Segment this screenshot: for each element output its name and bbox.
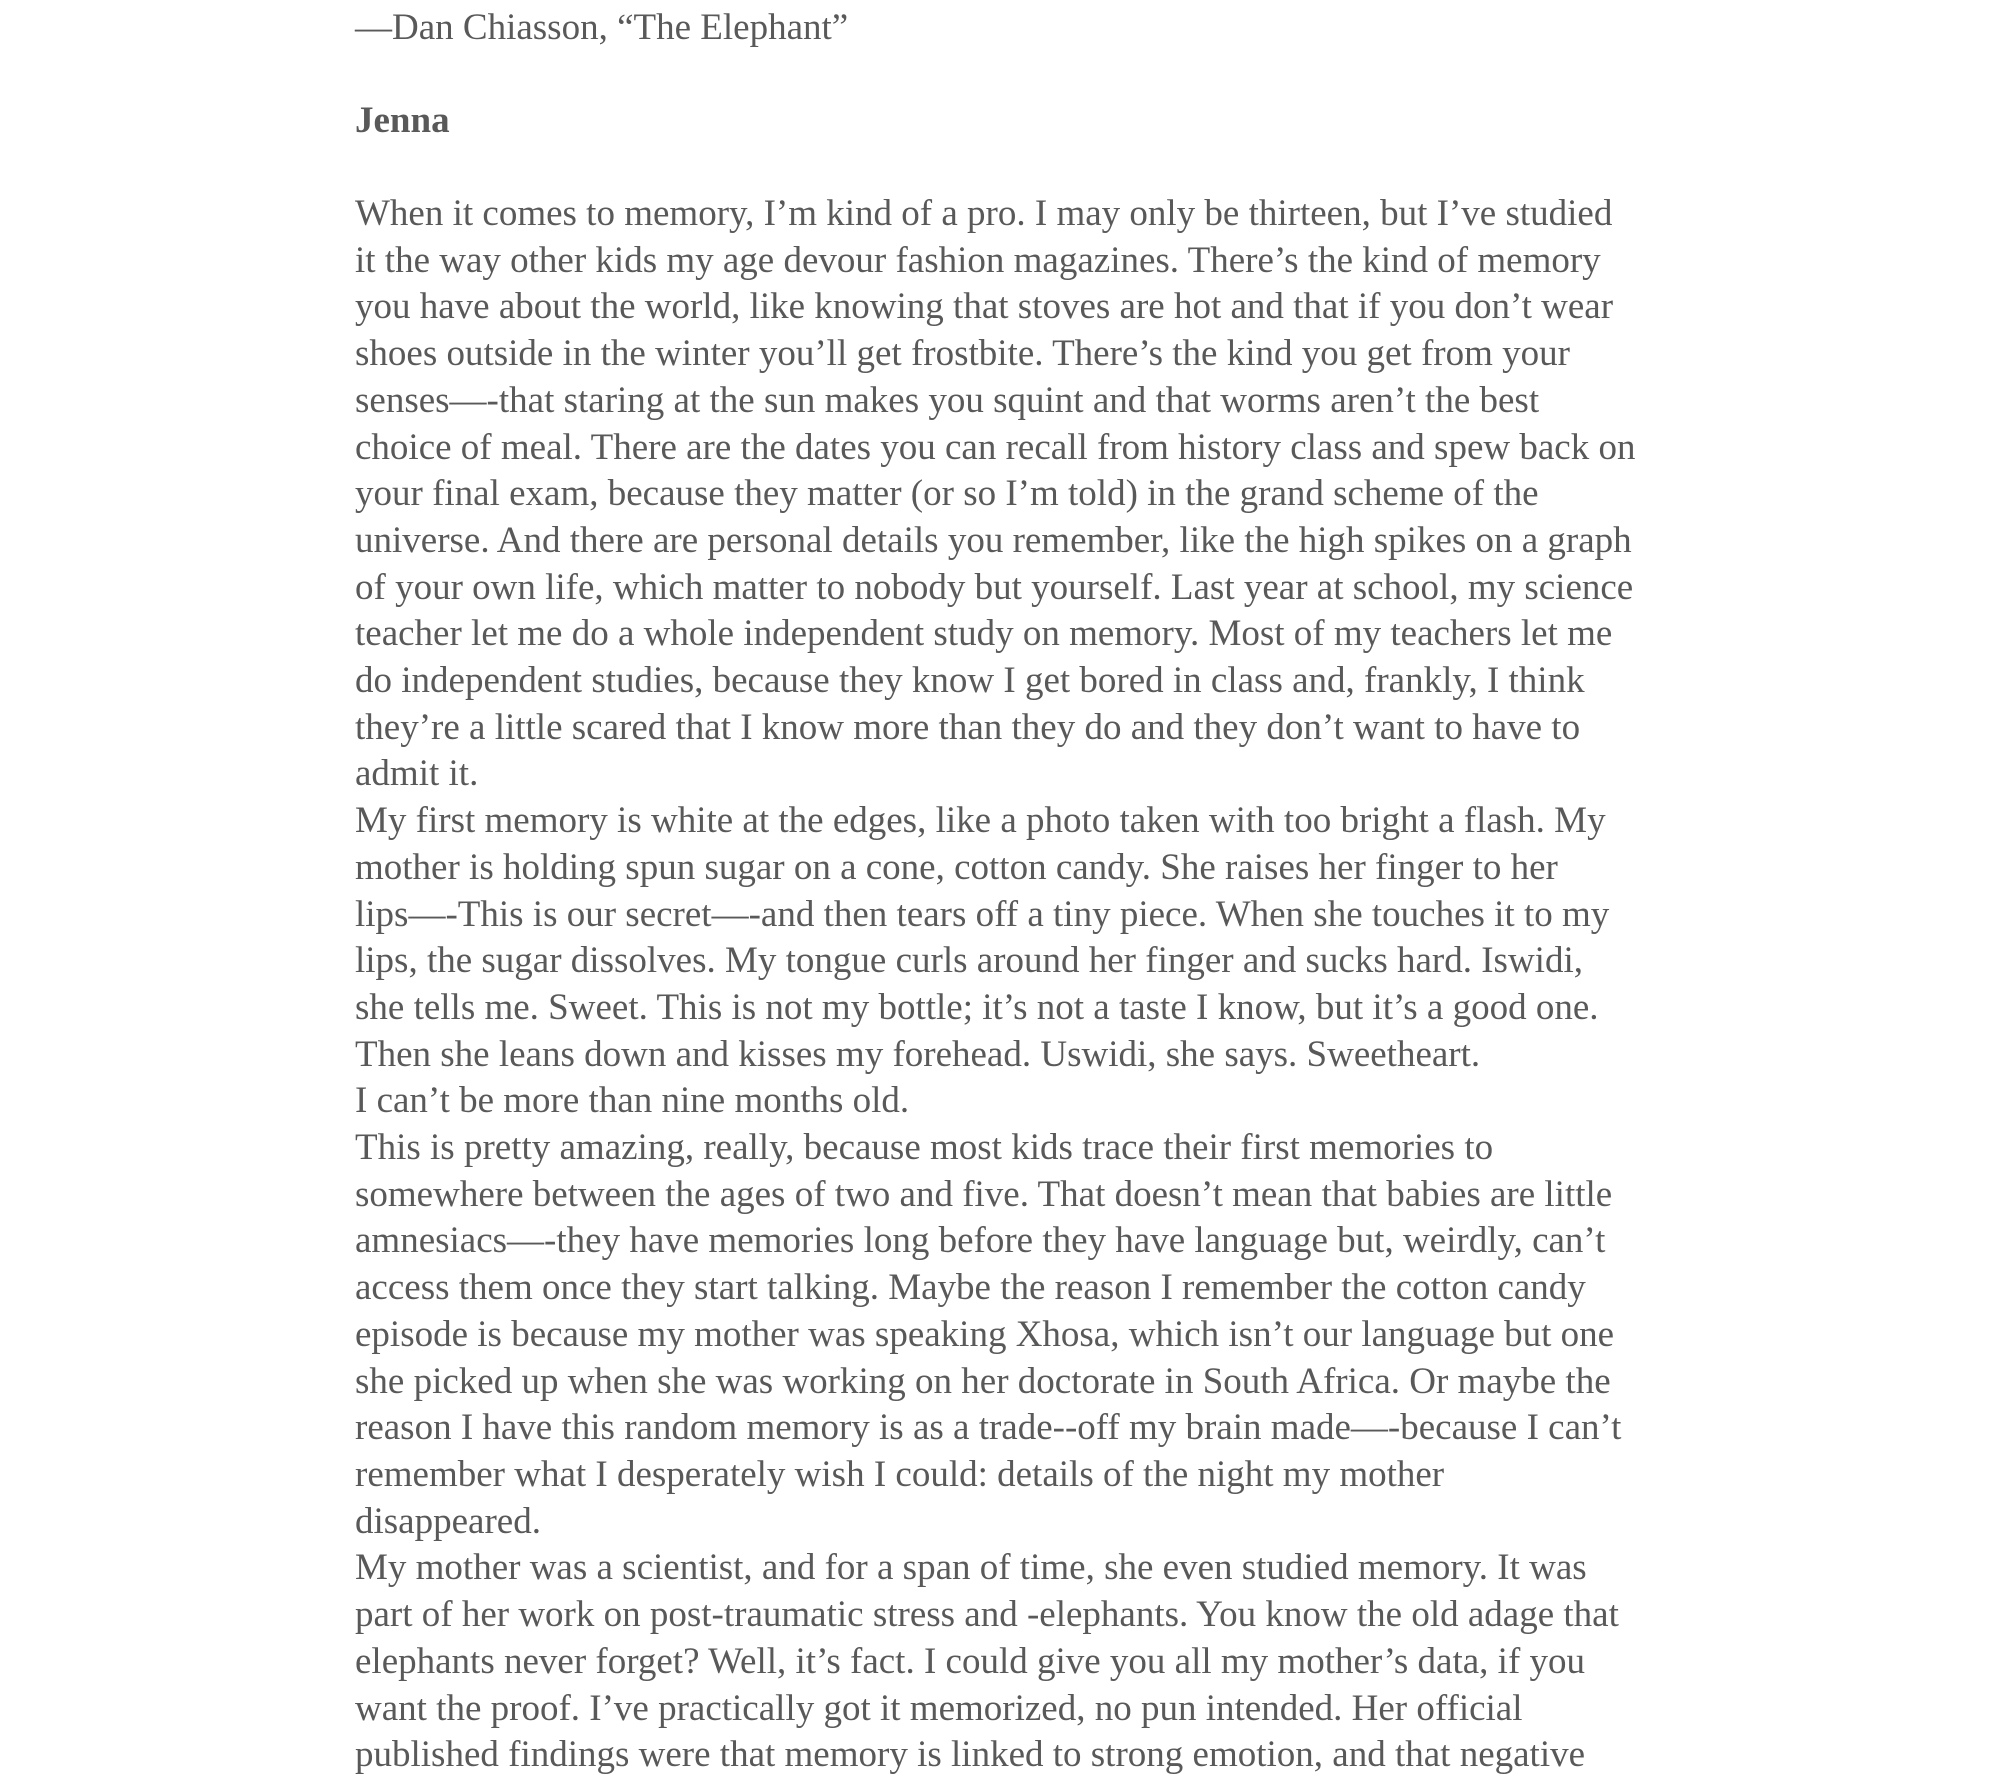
text-line: I can’t be more than nine months old. bbox=[355, 1080, 910, 1122]
text-line: amnesiacs—-they have memories long before they have language but, weirdly, can’t bbox=[355, 1220, 1606, 1262]
text-line: teacher let me do a whole independent study on memory. Most of my teachers let me bbox=[355, 613, 1613, 655]
text-line: published findings were that memory is linked to strong emotion, and that negative bbox=[355, 1734, 1586, 1776]
text-line: This is pretty amazing, really, because most kids trace their first memories to bbox=[355, 1127, 1494, 1169]
text-line: remember what I desperately wish I could: details of the night my mother bbox=[355, 1453, 1445, 1495]
text-line: disappeared. bbox=[355, 1500, 541, 1542]
text-line: admit it. bbox=[355, 753, 479, 795]
text-line: your final exam, because they matter (or so I’m told) in the grand scheme of the bbox=[355, 473, 1539, 515]
text-line: access them once they start talking. Maybe the reason I remember the cotton candy bbox=[355, 1267, 1586, 1309]
text-line: choice of meal. There are the dates you can recall from history class and spew back on bbox=[355, 426, 1636, 468]
text-line: do independent studies, because they know I get bored in class and, frankly, I think bbox=[355, 660, 1585, 702]
text-line: episode is because my mother was speaking Xhosa, which isn’t our language but one bbox=[355, 1313, 1615, 1355]
text-line: lips—-This is our secret—-and then tears off a tiny piece. When she touches it to my bbox=[355, 893, 1610, 935]
body-text bbox=[355, 191, 1675, 1779]
text-line: My first memory is white at the edges, like a photo taken with too bright a flash. My bbox=[355, 800, 1606, 842]
text-line: want the proof. I’ve practically got it memorized, no pun intended. Her official bbox=[355, 1687, 1523, 1729]
text-line: they’re a little scared that I know more than they do and they don’t want to have to bbox=[355, 706, 1581, 748]
text-line: somewhere between the ages of two and five. That doesn’t mean that babies are little bbox=[355, 1173, 1613, 1215]
text-line: When it comes to memory, I’m kind of a pro. I may only be thirteen, but I’ve studied bbox=[355, 193, 1613, 234]
text-line: she picked up when she was working on her doctorate in South Africa. Or maybe the bbox=[355, 1360, 1611, 1402]
text-line: you have about the world, like knowing that stoves are hot and that if you don’t wear bbox=[355, 286, 1614, 328]
text-line: of your own life, which matter to nobody but yourself. Last year at school, my science bbox=[355, 566, 1634, 608]
text-line: mother is holding spun sugar on a cone, cotton candy. She raises her finger to her bbox=[355, 846, 1558, 888]
text-line: senses—-that staring at the sun makes you squint and that worms aren’t the best bbox=[355, 379, 1540, 421]
text-line: it the way other kids my age devour fashion magazines. There’s the kind of memory bbox=[355, 239, 1601, 281]
epigraph-attribution: —Dan Chiasson, “The Elephant” bbox=[355, 7, 849, 48]
text-line: shoes outside in the winter you’ll get frostbite. There’s the kind you get from your bbox=[355, 333, 1570, 375]
chapter-heading: Jenna bbox=[355, 100, 450, 141]
text-line: elephants never forget? Well, it’s fact. I could give you all my mother’s data, if you bbox=[355, 1640, 1586, 1682]
text-line: lips, the sugar dissolves. My tongue curls around her finger and sucks hard. Iswidi, bbox=[355, 940, 1583, 982]
text-line: My mother was a scientist, and for a span of time, she even studied memory. It was bbox=[355, 1547, 1587, 1589]
text-line: universe. And there are personal details you remember, like the high spikes on a graph bbox=[355, 519, 1632, 561]
text-line: reason I have this random memory is as a trade--off my brain made—-because I can’t bbox=[355, 1407, 1622, 1449]
text-line: Then she leans down and kisses my forehead. Uswidi, she says. Sweetheart. bbox=[355, 1033, 1481, 1075]
text-line: part of her work on post-traumatic stress and -elephants. You know the old adage that bbox=[355, 1594, 1619, 1636]
text-line: she tells me. Sweet. This is not my bottle; it’s not a taste I know, but it’s a good one. bbox=[355, 986, 1599, 1028]
